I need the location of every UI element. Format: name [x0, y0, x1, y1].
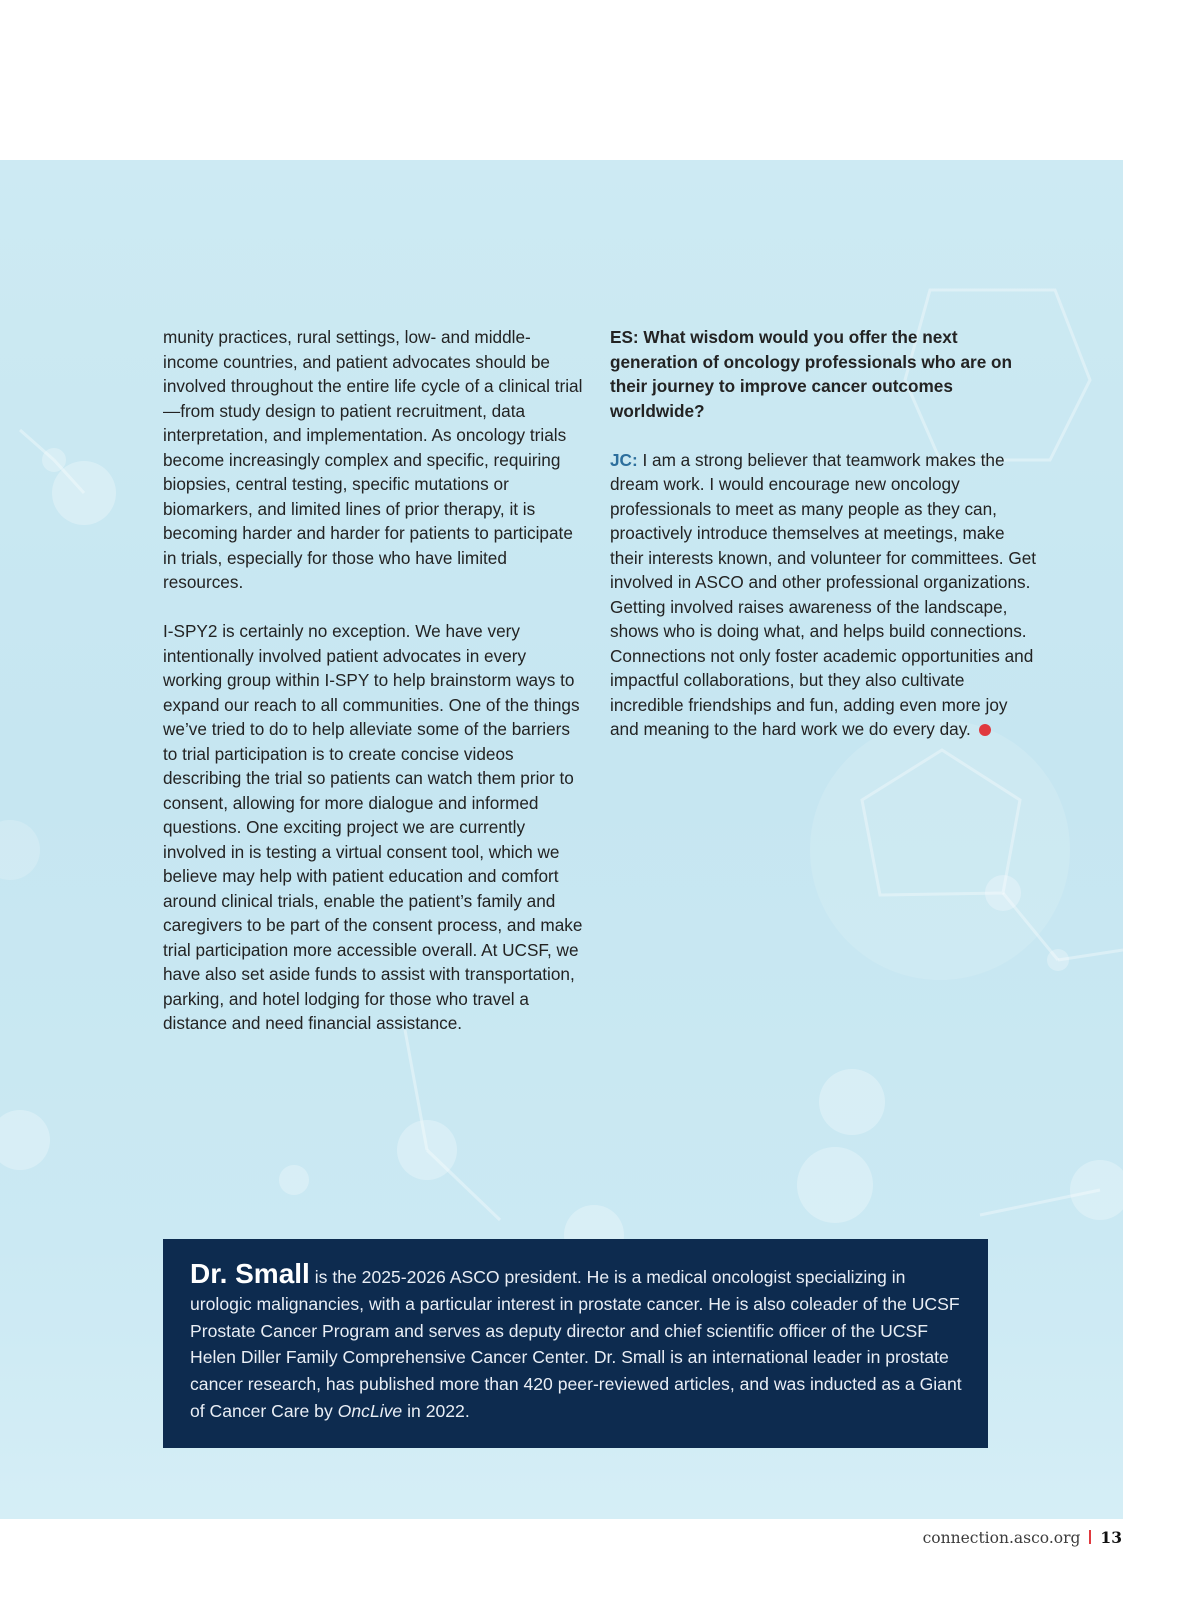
author-bio-box: [163, 1239, 988, 1448]
left-paragraph-2: I-SPY2 is certainly no exception. We have very intentionally involved patient advocates in every working group within I-SPY to help brainstorm ways to expand our reach to all communities. One of the things we’ve tried to do to help alleviate some of the barriers to trial participation is to create concise videos describing the trial so patients can watch them prior to consent, allowing for more dialogue and informed questions. One exciting project we are currently involved in is testing a virtual consent tool, which we believe may help with patient education and comfort around clinical trials, enable the patient’s family and caregivers to be part of the consent process, and make trial participation more accessible overall. At UCSF, we have also set aside funds to assist with transportation, parking, and hotel lodging for those who travel a distance and need financial assistance.: [163, 621, 583, 1033]
answer-speaker-tag: JC:: [610, 449, 638, 470]
footer-site-url[interactable]: connection.asco.org: [922, 1529, 1081, 1547]
article-end-mark-icon: [979, 724, 991, 736]
page-number: 13: [1100, 1528, 1122, 1547]
page-footer: [923, 1528, 1122, 1547]
answer-text: I am a strong believer that teamwork makes the dream work. I would encourage new oncology professionals to meet as many people as they can, proactively introduce themselves at meetings, make their interests known, and volunteer for committees. Get involved in ASCO and other professional organizations. Getting involved raises awareness of the landscape, shows who is doing what, and helps build connections. Connections not only foster academic opportunities and impactful collaborations, but they also cultivate incredible friendships and fun, adding even more joy and meaning to the hard work we do every day.: [610, 449, 1037, 739]
footer-separator: [1089, 1530, 1091, 1544]
bio-publication: OncLive: [337, 1400, 403, 1421]
bio-text: is the 2025-2026 ASCO president. He is a medical oncologist specializing in urologic malignancies, with a particular interest in prostate cancer. He is also coleader of the UCSF Prostate Cancer Program and serves as deputy director and chief scientific officer of the UCSF Helen Diller Family Comprehensive Cancer Center. Dr. Small is an international leader in prostate cancer research, has published more than 420 peer-reviewed articles, and was inducted as a Giant of Cancer Care by: [190, 1267, 962, 1421]
interview-question: [610, 325, 1040, 423]
left-paragraph-1: munity practices, rural settings, low- and middle-income countries, and patient advocates should be involved throughout the entire life cycle of a clinical trial—from study design to patient recruitment, data interpretation, and implementation. As oncology trials become increasingly complex and specific, requiring biopsies, central testing, specific mutations or biomarkers, and limited lines of prior therapy, it is becoming harder and harder for patients to participate in trials, especially for those who have limited resources.: [163, 327, 583, 592]
interview-answer: [610, 448, 1040, 742]
question-speaker-tag: ES:: [610, 327, 639, 347]
bio-text-end: in 2022.: [402, 1400, 470, 1421]
left-text-column: [163, 325, 586, 1060]
right-text-column: [610, 325, 1040, 766]
bio-name: Dr. Small: [190, 1258, 310, 1289]
question-text: What wisdom would you offer the next generation of oncology professionals who are on their journey to improve cancer outcomes worldwide?: [610, 327, 1013, 421]
